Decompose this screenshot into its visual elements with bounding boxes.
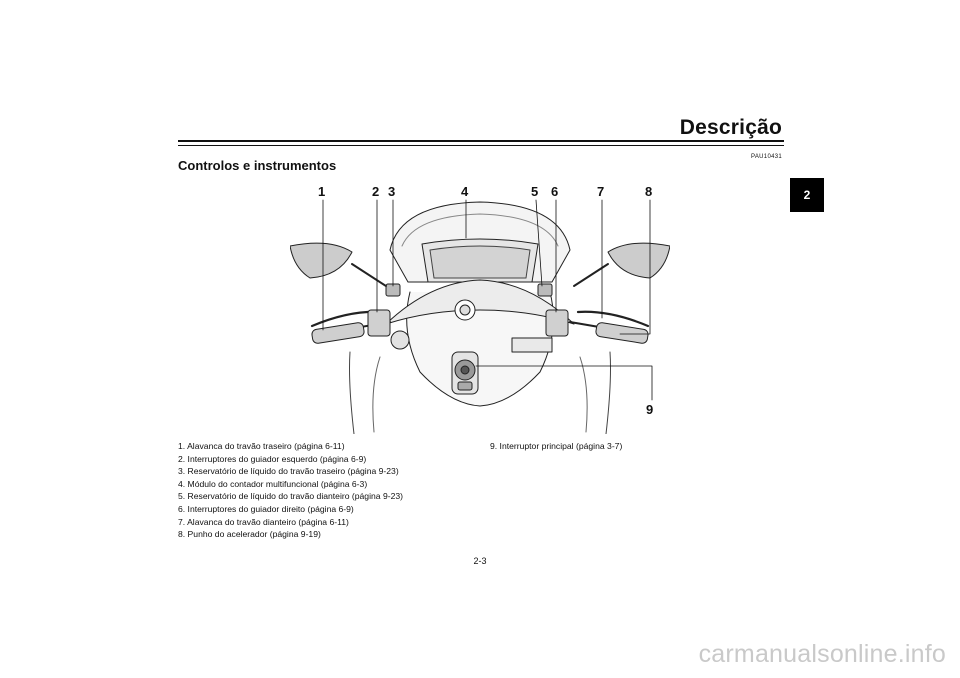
section-title: Controlos e instrumentos (178, 158, 337, 173)
header-rule-thin (178, 145, 784, 146)
callout-4: 4 (461, 184, 469, 199)
reference-code: PAU10431 (751, 154, 782, 160)
caption-item: 4. Módulo do contador multifuncional (página 6-3) (178, 478, 368, 489)
page-title: Descrição (679, 116, 782, 139)
right-mirror (608, 243, 670, 278)
caption-item: 7. Alavanca do travão dianteiro (página 6-11) (178, 516, 349, 527)
front-brake-reservoir (538, 284, 552, 296)
callout-6: 6 (551, 184, 559, 199)
callout-7: 7 (597, 184, 605, 199)
callout-5: 5 (531, 184, 539, 199)
caption-item: 1. Alavanca do travão traseiro (página 6-11) (178, 441, 345, 451)
front-brake-lever (578, 312, 648, 326)
right-mirror-stem (574, 264, 608, 286)
caption-item: 5. Reservatório de líquido do travão dianteiro (página 9-23) (178, 491, 404, 502)
page-number: 2-3 (473, 556, 487, 566)
left-mirror (290, 243, 352, 278)
caption-item: 8. Punho do acelerador (página 9-19) (178, 529, 321, 540)
caption-list-right (490, 440, 622, 453)
controls-illustration (290, 182, 670, 434)
throttle-grip (595, 322, 649, 344)
caption-item: 6. Interruptores do guiador direito (página 6-9) (178, 503, 354, 514)
caption-item: 9. Interruptor principal (página 3-7) (490, 441, 623, 451)
right-switch-box (546, 310, 568, 336)
header-rule-thick (178, 140, 784, 142)
left-switch-box (368, 310, 390, 336)
watermark[interactable]: carmanualsonline.info (698, 640, 946, 668)
caption-item: 3. Reservatório de líquido do travão traseiro (página 9-23) (178, 466, 399, 477)
scooter-handlebar-drawing (290, 182, 670, 434)
callout-8: 8 (645, 184, 653, 199)
left-mirror-stem (352, 264, 386, 286)
caption-list-left (178, 440, 403, 541)
callout-2: 2 (372, 184, 380, 199)
chapter-tab[interactable]: 2 (790, 178, 824, 212)
caption-item: 2. Interruptores do guiador esquerdo (página 6-9) (178, 453, 367, 464)
left-grip (311, 322, 365, 344)
callout-1: 1 (318, 184, 326, 199)
callout-3: 3 (388, 184, 396, 199)
callout-9: 9 (646, 402, 654, 417)
fuel-cap (391, 331, 409, 349)
